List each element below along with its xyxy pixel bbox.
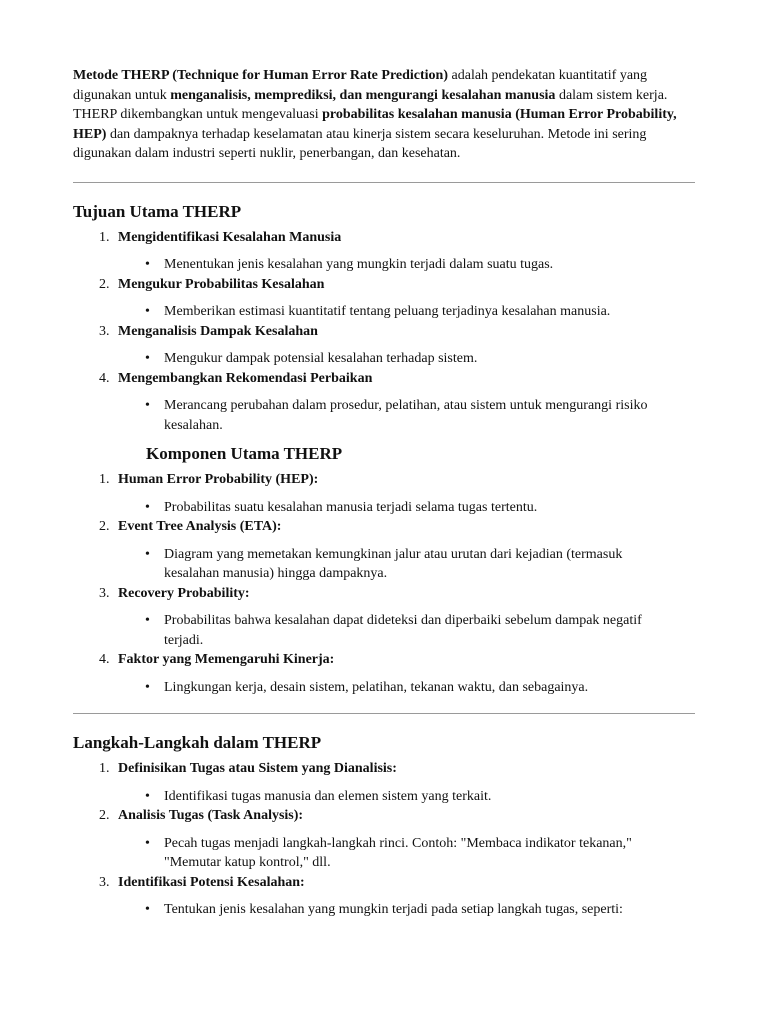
sub-list-item bbox=[118, 611, 672, 650]
intro-method-name: Metode THERP (Technique for Human Error Rate Prediction) bbox=[73, 68, 449, 83]
list-item-title: Mengembangkan Rekomendasi Perbaikan bbox=[118, 370, 373, 386]
list-item-title: Mengukur Probabilitas Kesalahan bbox=[118, 276, 325, 292]
list-item bbox=[73, 275, 695, 322]
sub-list-text: Diagram yang memetakan kemungkinan jalur atau urutan dari kejadian (termasuk kesalahan manusia) hingga dampaknya. bbox=[164, 546, 623, 581]
tujuan-list bbox=[73, 228, 695, 436]
bullet-icon: • bbox=[145, 546, 150, 562]
list-item bbox=[73, 517, 695, 584]
bullet-icon: • bbox=[145, 902, 150, 917]
list-item-title: Analisis Tugas (Task Analysis): bbox=[118, 808, 304, 823]
list-item-title: Mengidentifikasi Kesalahan Manusia bbox=[118, 229, 342, 245]
list-item bbox=[73, 470, 695, 517]
bullet-icon: • bbox=[145, 788, 150, 804]
list-number: 2. bbox=[99, 276, 110, 292]
list-item bbox=[73, 806, 695, 873]
sub-list-text: Merancang perubahan dalam prosedur, pelatihan, atau sistem untuk mengurangi risiko kesalahan. bbox=[164, 398, 648, 433]
intro-emphasis: probabilitas kesalahan manusia (Human Error Probability, HEP) bbox=[73, 107, 677, 142]
sub-list-item bbox=[118, 834, 672, 873]
sub-list bbox=[118, 255, 695, 275]
sub-list bbox=[118, 545, 695, 584]
list-item bbox=[73, 759, 695, 806]
list-item-title: Identifikasi Potensi Kesalahan: bbox=[118, 874, 305, 890]
list-item bbox=[73, 584, 695, 651]
sub-list-item bbox=[118, 900, 672, 920]
list-item-title: Human Error Probability (HEP): bbox=[118, 472, 319, 487]
list-item bbox=[73, 322, 695, 369]
bullet-icon: • bbox=[145, 835, 150, 851]
section-heading-langkah: Langkah-Langkah dalam THERP bbox=[73, 733, 322, 752]
sub-list-item bbox=[118, 545, 672, 584]
langkah-list bbox=[73, 759, 695, 920]
sub-list-item bbox=[118, 255, 672, 275]
list-item-title: Event Tree Analysis (ETA): bbox=[118, 519, 282, 534]
intro-emphasis: menganalisis, memprediksi, dan mengurangi kesalahan manusia bbox=[170, 87, 556, 103]
list-number: 4. bbox=[99, 370, 110, 386]
list-number: 2. bbox=[99, 519, 110, 534]
bullet-icon: • bbox=[145, 679, 150, 695]
section-divider bbox=[73, 713, 695, 714]
sub-list-item bbox=[118, 678, 672, 698]
section-divider bbox=[73, 182, 695, 183]
list-item bbox=[73, 873, 695, 920]
sub-list-text: Probabilitas bahwa kesalahan dapat dideteksi dan diperbaiki sebelum dampak negatif terjadi. bbox=[164, 613, 642, 648]
list-number: 1. bbox=[99, 472, 110, 487]
intro-text: dalam sistem kerja. THERP dikembangkan untuk mengevaluasi bbox=[73, 87, 668, 122]
sub-list bbox=[118, 787, 695, 807]
list-number: 1. bbox=[99, 229, 110, 245]
sub-list-text: Identifikasi tugas manusia dan elemen sistem yang terkait. bbox=[164, 788, 492, 804]
list-item-title: Faktor yang Memengaruhi Kinerja: bbox=[118, 652, 335, 667]
list-item-title: Recovery Probability: bbox=[118, 585, 250, 601]
bullet-icon: • bbox=[145, 613, 150, 628]
sub-list bbox=[118, 302, 695, 322]
sub-list-item bbox=[118, 302, 672, 322]
sub-list-item bbox=[118, 498, 672, 518]
section-heading-komponen: Komponen Utama THERP bbox=[146, 444, 343, 463]
bullet-icon: • bbox=[145, 499, 150, 515]
sub-list bbox=[118, 611, 695, 650]
bullet-icon: • bbox=[145, 304, 150, 319]
sub-list bbox=[118, 396, 695, 435]
sub-list-text: Mengukur dampak potensial kesalahan terhadap sistem. bbox=[164, 351, 478, 366]
list-number: 3. bbox=[99, 585, 110, 601]
sub-list-item bbox=[118, 396, 672, 435]
sub-list bbox=[118, 498, 695, 518]
sub-list bbox=[118, 834, 695, 873]
bullet-icon: • bbox=[145, 351, 150, 366]
sub-list-item bbox=[118, 349, 672, 369]
sub-list-text: Memberikan estimasi kuantitatif tentang peluang terjadinya kesalahan manusia. bbox=[164, 304, 611, 319]
list-item bbox=[73, 650, 695, 697]
sub-list bbox=[118, 349, 695, 369]
sub-list-text: Menentukan jenis kesalahan yang mungkin terjadi dalam suatu tugas. bbox=[164, 257, 554, 272]
bullet-icon: • bbox=[145, 398, 150, 413]
list-number: 3. bbox=[99, 323, 110, 339]
intro-paragraph bbox=[73, 66, 695, 164]
sub-list bbox=[118, 678, 695, 698]
sub-list-item bbox=[118, 787, 672, 807]
list-number: 1. bbox=[99, 761, 110, 776]
list-item bbox=[73, 228, 695, 275]
sub-list-text: Pecah tugas menjadi langkah-langkah rinci. Contoh: "Membaca indikator tekanan," "Memutar katup kontrol," dll. bbox=[164, 835, 632, 870]
sub-list-text: Lingkungan kerja, desain sistem, pelatihan, tekanan waktu, dan sebagainya. bbox=[164, 679, 589, 695]
list-item-title: Menganalisis Dampak Kesalahan bbox=[118, 323, 318, 339]
intro-text: dan dampaknya terhadap keselamatan atau kinerja sistem secara keseluruhan. Metode ini sering digunakan dalam industri seperti nuklir, penerbangan, dan kesehatan. bbox=[73, 126, 647, 161]
bullet-icon: • bbox=[145, 257, 150, 272]
sub-list-text: Tentukan jenis kesalahan yang mungkin terjadi pada setiap langkah tugas, seperti: bbox=[164, 902, 623, 917]
list-number: 4. bbox=[99, 652, 110, 667]
intro-text: adalah pendekatan kuantitatif yang digunakan untuk bbox=[73, 68, 648, 103]
komponen-list bbox=[73, 470, 695, 697]
list-item bbox=[73, 369, 695, 436]
section-heading-tujuan: Tujuan Utama THERP bbox=[73, 201, 242, 221]
list-number: 2. bbox=[99, 808, 110, 823]
list-item-title: Definisikan Tugas atau Sistem yang Dianalisis: bbox=[118, 761, 397, 776]
sub-list-text: Probabilitas suatu kesalahan manusia terjadi selama tugas tertentu. bbox=[164, 499, 538, 515]
list-number: 3. bbox=[99, 874, 110, 890]
sub-list bbox=[118, 900, 695, 920]
